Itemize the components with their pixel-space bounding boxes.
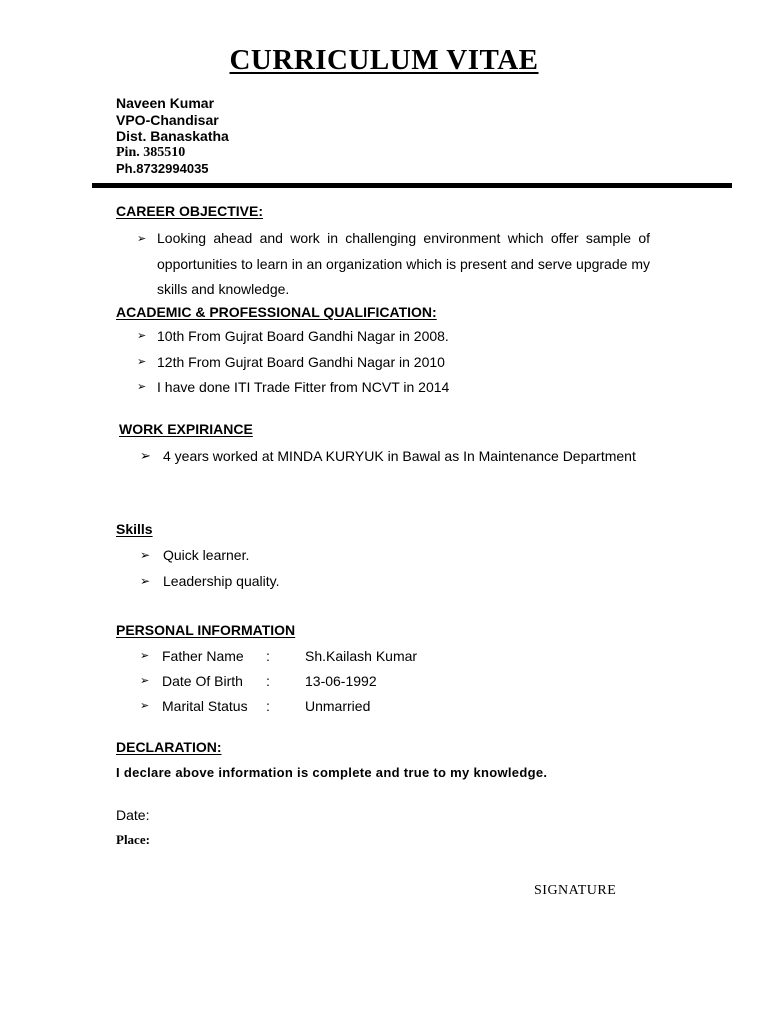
- arrow-bullet-icon: ➢: [140, 700, 150, 712]
- arrow-bullet-icon: ➢: [137, 330, 147, 342]
- contact-block: [116, 95, 229, 178]
- personal-value: 13-06-1992: [305, 673, 377, 689]
- personal-information-heading: PERSONAL INFORMATION: [116, 622, 296, 638]
- list-item: [140, 444, 650, 468]
- skill-text: Leadership quality.: [163, 573, 280, 589]
- qualification-text: 12th From Gujrat Board Gandhi Nagar in 2010: [157, 353, 445, 370]
- declaration-text: I declare above information is complete and true to my knowledge.: [116, 765, 548, 780]
- qualification-text: I have done ITI Trade Fitter from NCVT in 2014: [157, 379, 450, 395]
- career-objective-heading: CAREER OBJECTIVE:: [116, 203, 264, 219]
- personal-label: Father Name: [162, 648, 244, 664]
- arrow-bullet-icon: ➢: [140, 574, 151, 588]
- list-item: [137, 226, 650, 303]
- list-item: [140, 542, 279, 568]
- list-item: [140, 644, 417, 669]
- list-item: [137, 324, 449, 350]
- qualification-text: 10th From Gujrat Board Gandhi Nagar in 2008.: [157, 328, 449, 344]
- list-item: [140, 694, 417, 719]
- list-item: [137, 350, 449, 376]
- header-divider: [92, 183, 732, 188]
- phone-number: Ph.8732994035: [116, 161, 209, 176]
- arrow-bullet-icon: ➢: [137, 355, 147, 368]
- personal-separator: :: [266, 698, 270, 714]
- date-label: Date:: [116, 807, 150, 823]
- arrow-bullet-icon: ➢: [140, 650, 150, 662]
- personal-label: Date Of Birth: [162, 673, 243, 689]
- arrow-bullet-icon: ➢: [140, 675, 150, 687]
- personal-value: Sh.Kailash Kumar: [305, 648, 418, 664]
- cv-title: CURRICULUM VITAE: [229, 44, 539, 76]
- work-experience-heading: WORK EXPIRIANCE: [119, 421, 253, 437]
- list-item: [140, 669, 417, 694]
- qualification-heading: ACADEMIC & PROFESSIONAL QUALIFICATION:: [116, 304, 437, 320]
- arrow-bullet-icon: ➢: [137, 381, 147, 393]
- arrow-bullet-icon: ➢: [140, 448, 151, 463]
- qualification-list: [137, 324, 449, 401]
- address-line-2: Dist. Banaskatha: [116, 128, 229, 144]
- arrow-bullet-icon: ➢: [140, 548, 151, 562]
- personal-separator: :: [266, 673, 270, 689]
- candidate-name: Naveen Kumar: [116, 95, 215, 111]
- skills-heading: Skills: [116, 521, 153, 537]
- work-experience-list: [140, 444, 650, 468]
- career-objective-list: [137, 226, 650, 303]
- pin-code: Pin. 385510: [116, 144, 186, 160]
- declaration-heading: DECLARATION:: [116, 739, 222, 755]
- signature-label: SIGNATURE: [534, 883, 617, 898]
- personal-separator: :: [266, 648, 270, 664]
- list-item: [137, 375, 449, 401]
- work-experience-text: 4 years worked at MINDA KURYUK in Bawal as In Maintenance Department: [163, 448, 636, 464]
- personal-label: Marital Status: [162, 698, 248, 714]
- arrow-bullet-icon: ➢: [137, 233, 147, 245]
- skill-text: Quick learner.: [163, 547, 250, 563]
- objective-text: Looking ahead and work in challenging environment which offer sample of opportunities to learn in an organization which is present and serve upgrade my skills and knowledge.: [157, 230, 650, 297]
- personal-value: Unmarried: [305, 698, 371, 714]
- place-label: Place:: [116, 832, 150, 847]
- address-line-1: VPO-Chandisar: [116, 111, 219, 128]
- list-item: [140, 568, 279, 594]
- skills-list: [140, 542, 279, 594]
- personal-information-list: [140, 644, 417, 719]
